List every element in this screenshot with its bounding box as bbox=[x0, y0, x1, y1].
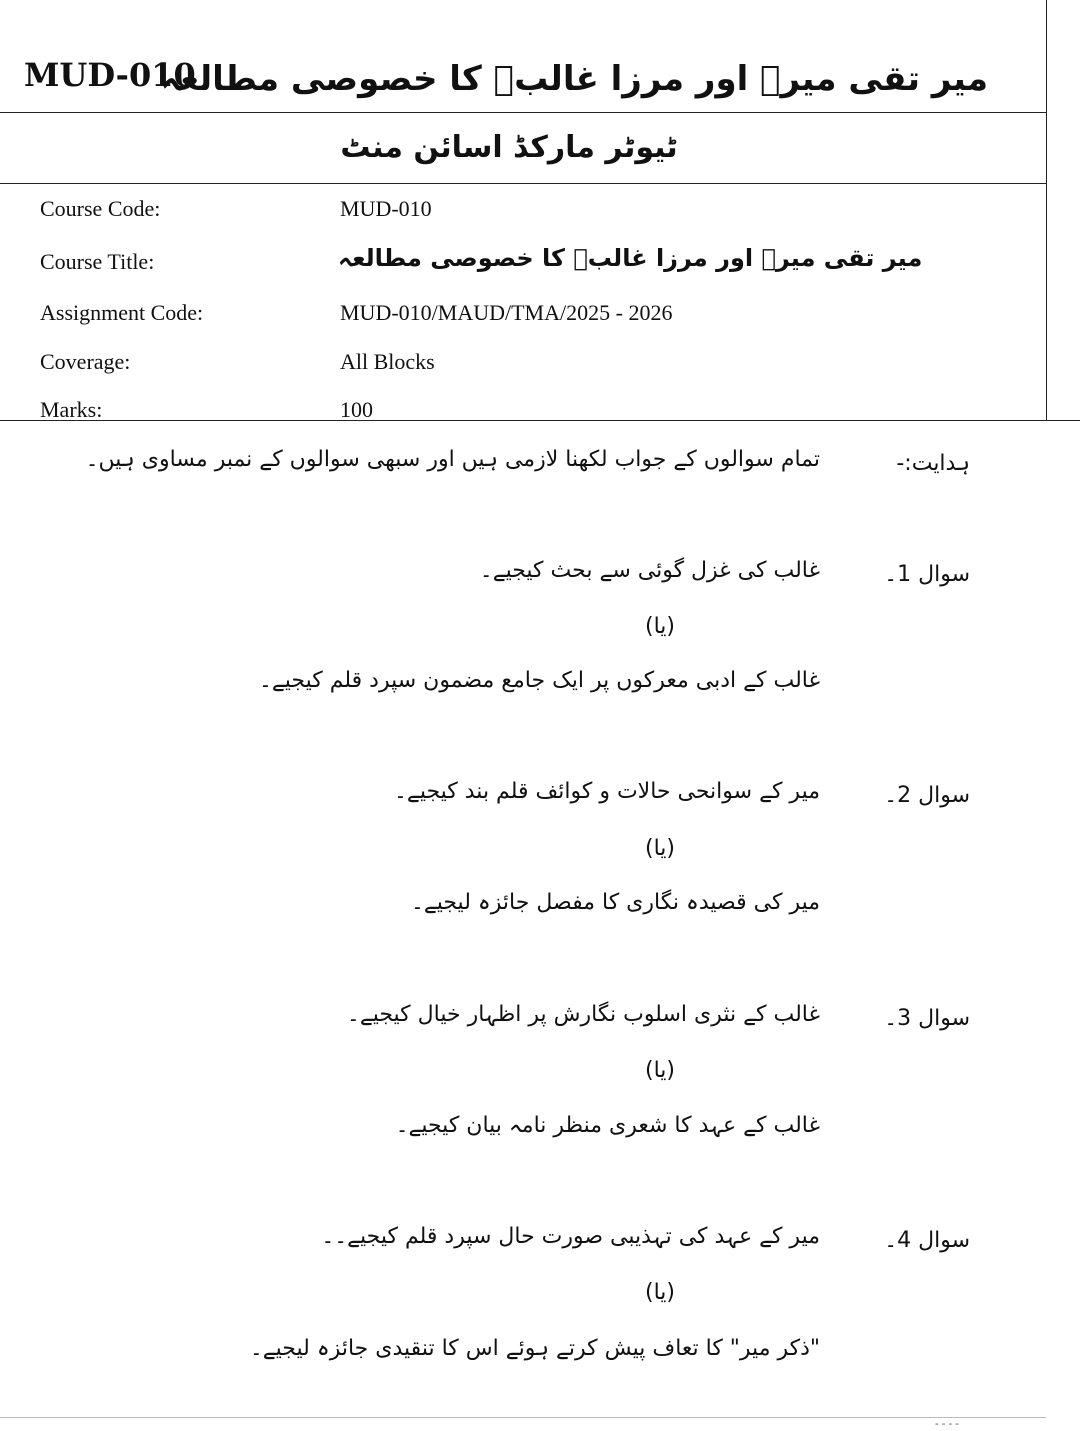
assignment-heading: ٹیوٹر مارکڈ اسائن منٹ bbox=[340, 130, 678, 165]
marks-label: Marks: bbox=[40, 397, 103, 422]
header-divider bbox=[0, 112, 1046, 113]
assignment-code-label: Assignment Code: bbox=[40, 300, 204, 325]
question-1-or: (یا) bbox=[645, 614, 675, 639]
heading-divider bbox=[0, 183, 1046, 184]
question-3-first: غالب کے نثری اسلوب نگارش پر اظہار خیال کیجیے۔ bbox=[346, 1002, 820, 1027]
question-3-second: غالب کے عہد کا شعری منظر نامہ بیان کیجیے۔ bbox=[395, 1113, 820, 1138]
marks-value: 100 bbox=[340, 397, 373, 422]
question-2-second: میر کی قصیدہ نگاری کا مفصل جائزہ لیجیے۔ bbox=[410, 890, 820, 915]
question-3-or: (یا) bbox=[645, 1058, 675, 1083]
question-1-second: غالب کے ادبی معرکوں پر ایک جامع مضمون سپرد قلم کیجیے۔ bbox=[259, 668, 820, 693]
question-3-label: سوال 3۔ bbox=[884, 1006, 970, 1031]
question-4-or: (یا) bbox=[645, 1280, 675, 1305]
right-border bbox=[1046, 0, 1047, 420]
footer-text: - - - - bbox=[935, 1418, 959, 1430]
question-1-first: غالب کی غزل گوئی سے بحث کیجیے۔ bbox=[479, 558, 820, 583]
question-4-first: میر کے عہد کی تہذیبی صورت حال سپرد قلم کیجیے۔۔ bbox=[321, 1224, 820, 1249]
course-code-header: MUD-010 bbox=[24, 56, 196, 94]
question-1-label: سوال 1۔ bbox=[884, 562, 970, 587]
course-title-header: میر تقی میرؔ اور مرزا غالبؔ کا خصوصی مطالعہ bbox=[160, 59, 988, 99]
course-title-label: Course Title: bbox=[40, 249, 155, 274]
info-divider bbox=[0, 420, 1080, 421]
instructions-text: تمام سوالوں کے جواب لکھنا لازمی ہیں اور سبھی سوالوں کے نمبر مساوی ہیں۔ bbox=[85, 447, 820, 472]
assignment-code-value: MUD-010/MAUD/TMA/2025 - 2026 bbox=[340, 300, 673, 325]
footer-divider bbox=[0, 1417, 1046, 1418]
instructions-label: ہدایت:- bbox=[896, 451, 970, 476]
coverage-label: Coverage: bbox=[40, 349, 131, 374]
question-4-second: "ذکر میر" کا تعاف پیش کرتے ہوئے اس کا تنقیدی جائزہ لیجیے۔ bbox=[249, 1336, 820, 1361]
course-title-value: میر تقی میرؔ اور مرزا غالبؔ کا خصوصی مطالعہ bbox=[338, 244, 923, 272]
course-code-label: Course Code: bbox=[40, 196, 161, 221]
question-2-label: سوال 2۔ bbox=[884, 783, 970, 808]
coverage-value: All Blocks bbox=[340, 349, 435, 374]
question-2-first: میر کے سوانحی حالات و کوائف قلم بند کیجیے۔ bbox=[394, 779, 820, 804]
question-2-or: (یا) bbox=[645, 836, 675, 861]
course-code-value: MUD-010 bbox=[340, 196, 432, 221]
question-4-label: سوال 4۔ bbox=[884, 1228, 970, 1253]
